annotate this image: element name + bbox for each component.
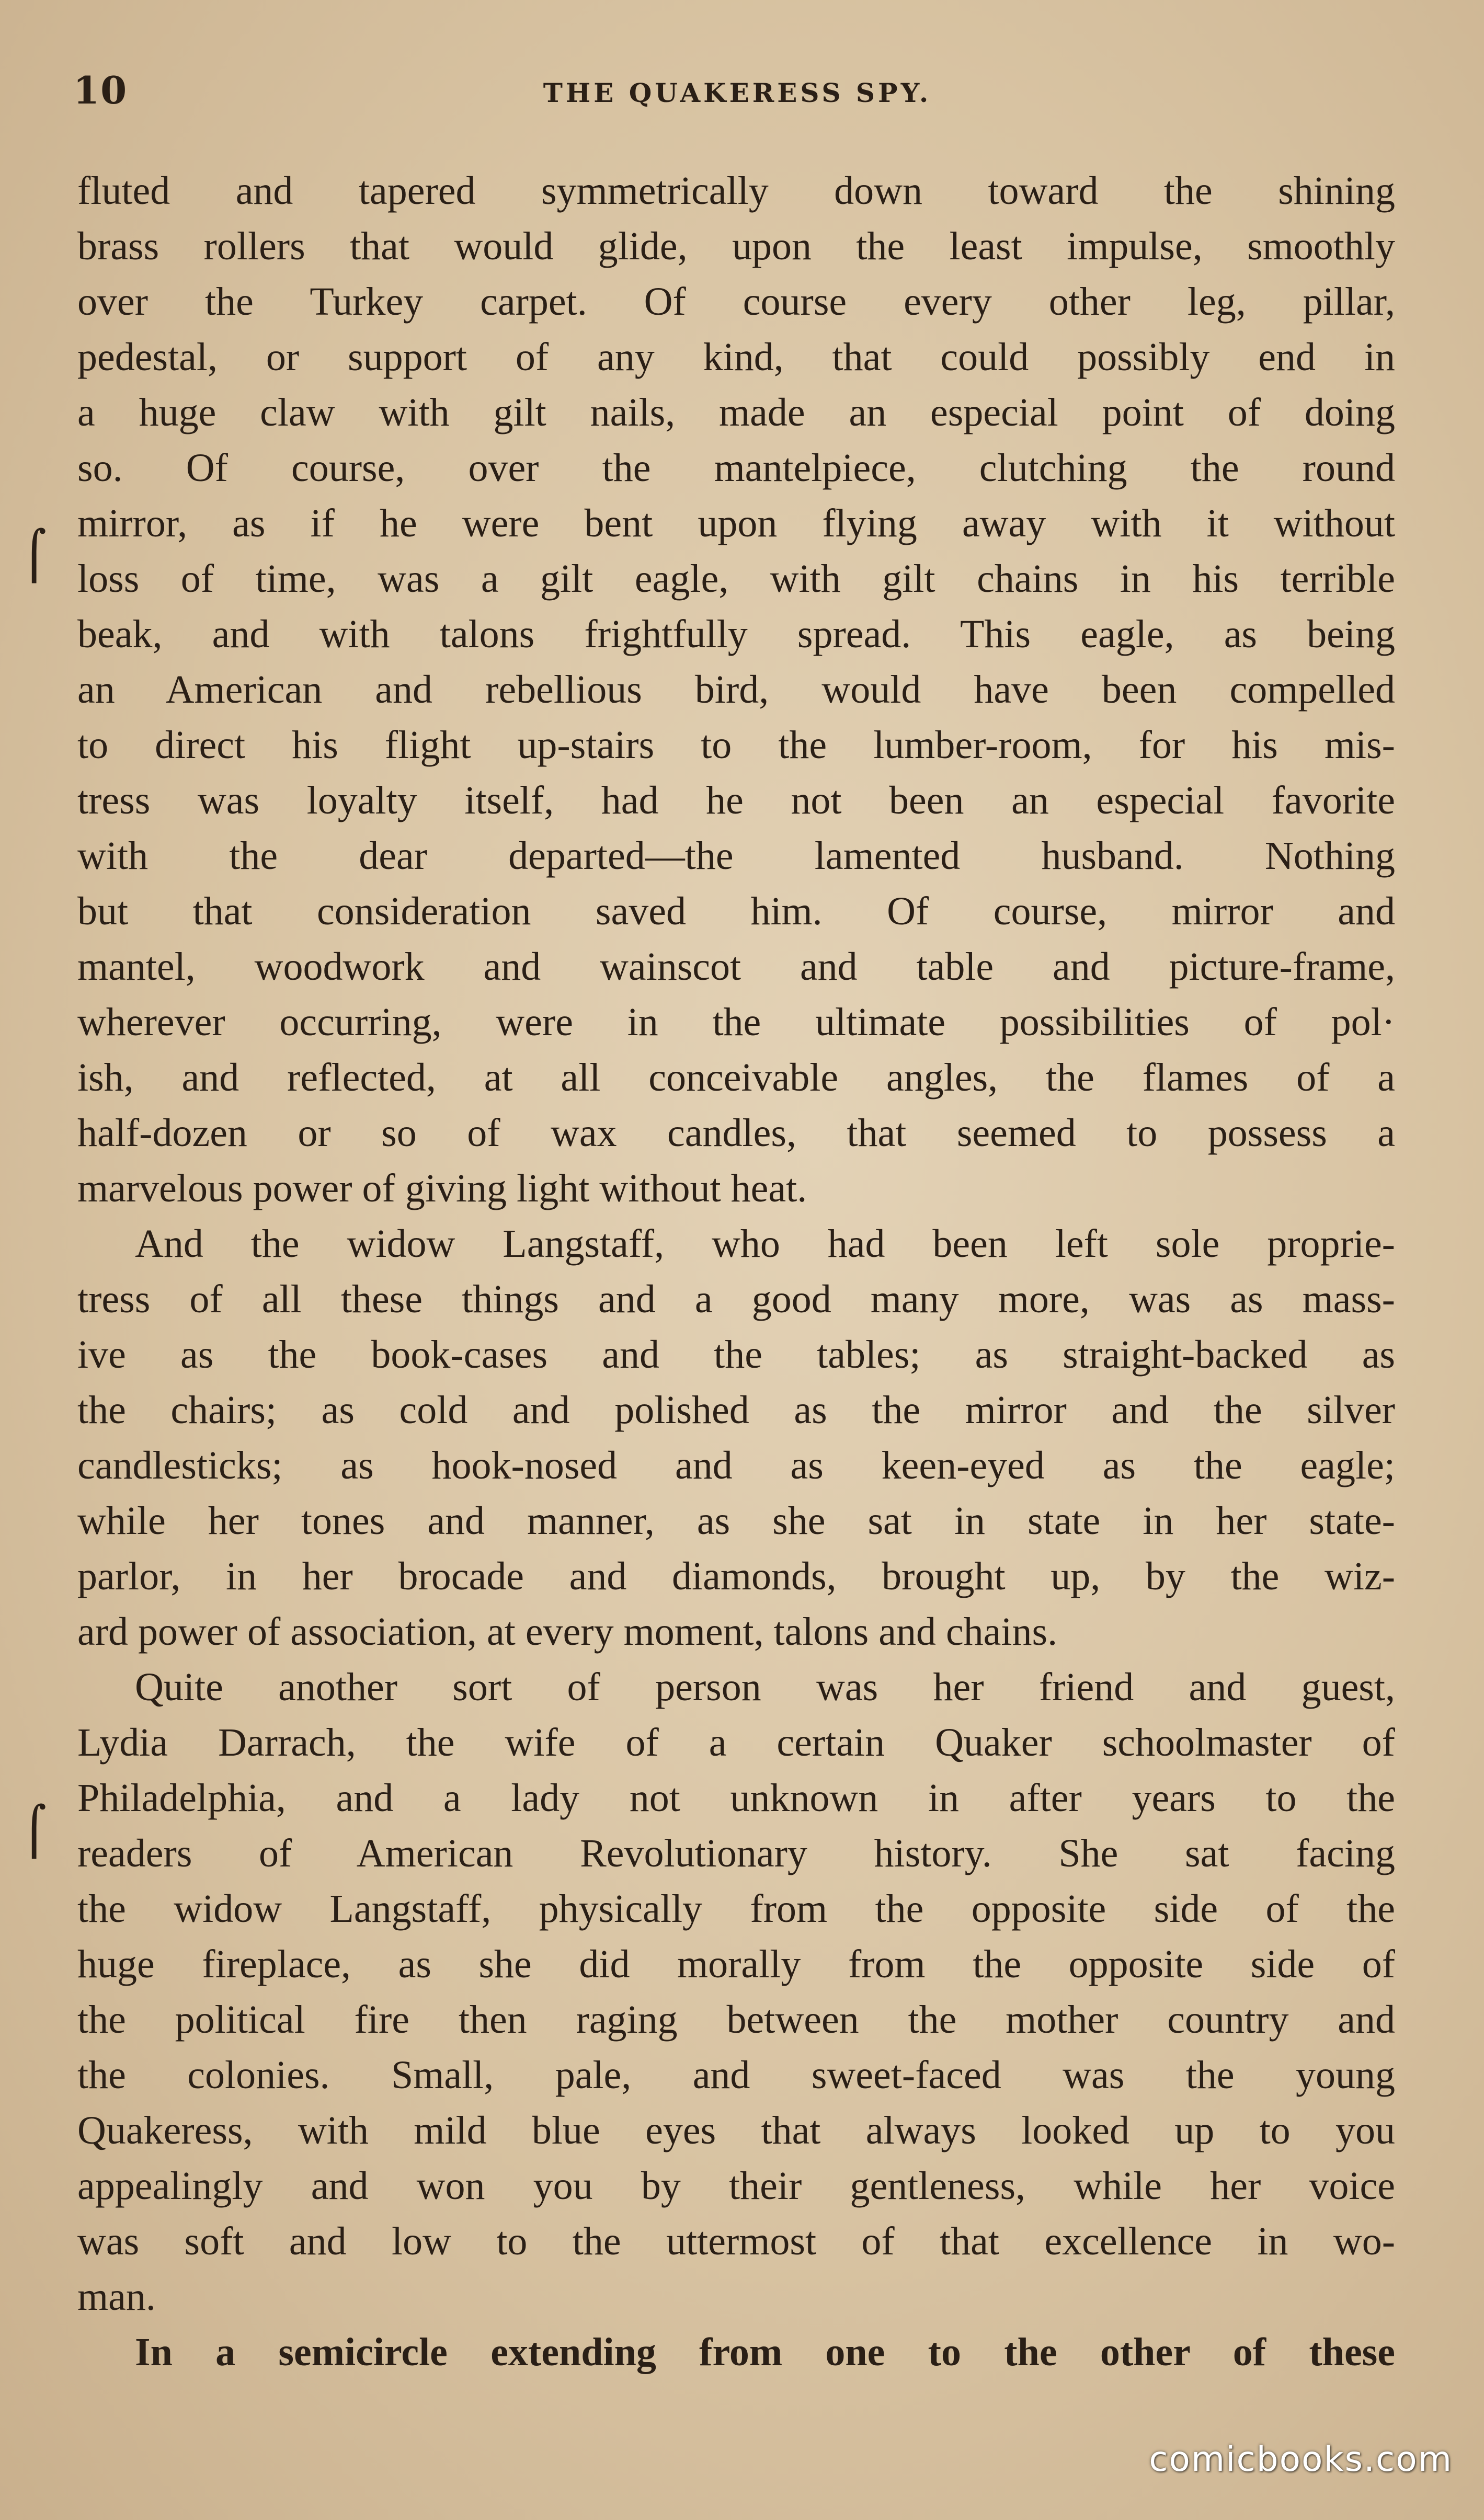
text-line: wherever occurring, were in the ultimate possibilities of pol· [77, 1000, 1395, 1044]
text-line: mantel, woodwork and wainscot and table and picture-frame, [77, 945, 1395, 989]
running-title: THE QUAKERESS SPY. [543, 77, 932, 108]
text-line: the colonies. Small, pale, and sweet-faced was the young [77, 2053, 1395, 2097]
text-line: the chairs; as cold and polished as the mirror and the silver [77, 1388, 1395, 1432]
text-line: a huge claw with gilt nails, made an especial point of doing [77, 391, 1395, 434]
text-line: tress of all these things and a good many more, was as mass- [77, 1277, 1395, 1321]
text-line: ive as the book-cases and the tables; as straight-backed as [77, 1333, 1395, 1377]
page-header [73, 63, 1401, 120]
text-line: mirror, as if he were bent upon flying away with it without [77, 501, 1395, 545]
text-line: huge fireplace, as she did morally from the opposite side of [77, 1942, 1395, 1986]
site-watermark: comicbooks.com [1149, 2439, 1453, 2479]
text-line: ard power of association, at every moment, talons and chains. [77, 1610, 1058, 1654]
text-line: loss of time, was a gilt eagle, with gilt chains in his terrible [77, 557, 1395, 601]
text-line: while her tones and manner, as she sat in state in her state- [77, 1499, 1395, 1543]
text-line: so. Of course, over the mantelpiece, clutching the round [77, 446, 1395, 490]
text-line: candlesticks; as hook-nosed and as keen-eyed as the eagle; [77, 1444, 1395, 1487]
text-line: man. [77, 2275, 156, 2319]
text-line: the political fire then raging between the mother country and [77, 1998, 1395, 2042]
text-line: tress was loyalty itself, had he not been an especial favorite [77, 778, 1395, 822]
text-line: brass rollers that would glide, upon the least impulse, smoothly [77, 224, 1395, 268]
text-line: an American and rebellious bird, would have been compelled [77, 668, 1395, 712]
text-line: with the dear departed—the lamented husband. Nothing [77, 834, 1395, 878]
text-line: appealingly and won you by their gentleness, while her voice [77, 2164, 1395, 2208]
text-line: pedestal, or support of any kind, that could possibly end in [77, 335, 1395, 379]
text-line: but that consideration saved him. Of course, mirror and [77, 889, 1395, 933]
text-line: In a semicircle extending from one to the other of these [135, 2330, 1395, 2374]
page-number: 10 [73, 68, 128, 112]
text-line: over the Turkey carpet. Of course every other leg, pillar, [77, 280, 1395, 324]
text-line: Quakeress, with mild blue eyes that always looked up to you [77, 2109, 1395, 2152]
text-line: fluted and tapered symmetrically down toward the shining [77, 169, 1395, 213]
text-line: Quite another sort of person was her friend and guest, [135, 1665, 1395, 1709]
text-line: Lydia Darrach, the wife of a certain Quaker schoolmaster of [77, 1721, 1395, 1765]
text-line: And the widow Langstaff, who had been left sole proprie- [135, 1222, 1395, 1266]
text-line: marvelous power of giving light without heat. [77, 1166, 807, 1210]
text-line: readers of American Revolutionary history. She sat facing [77, 1831, 1395, 1875]
body-text [77, 163, 1395, 2380]
margin-bracket-mark: ⌠ [22, 1804, 47, 1859]
text-line: beak, and with talons frightfully spread. This eagle, as being [77, 612, 1395, 656]
margin-bracket-mark: ⌠ [22, 528, 47, 583]
text-line: the widow Langstaff, physically from the opposite side of the [77, 1887, 1395, 1931]
text-line: was soft and low to the uttermost of that excellence in wo- [77, 2219, 1395, 2263]
text-line: to direct his flight up-stairs to the lumber-room, for his mis- [77, 723, 1395, 767]
text-line: ish, and reflected, at all conceivable angles, the flames of a [77, 1056, 1395, 1099]
text-line: parlor, in her brocade and diamonds, brought up, by the wiz- [77, 1554, 1395, 1598]
text-line: half-dozen or so of wax candles, that seemed to possess a [77, 1111, 1395, 1155]
text-line: Philadelphia, and a lady not unknown in after years to the [77, 1776, 1395, 1820]
